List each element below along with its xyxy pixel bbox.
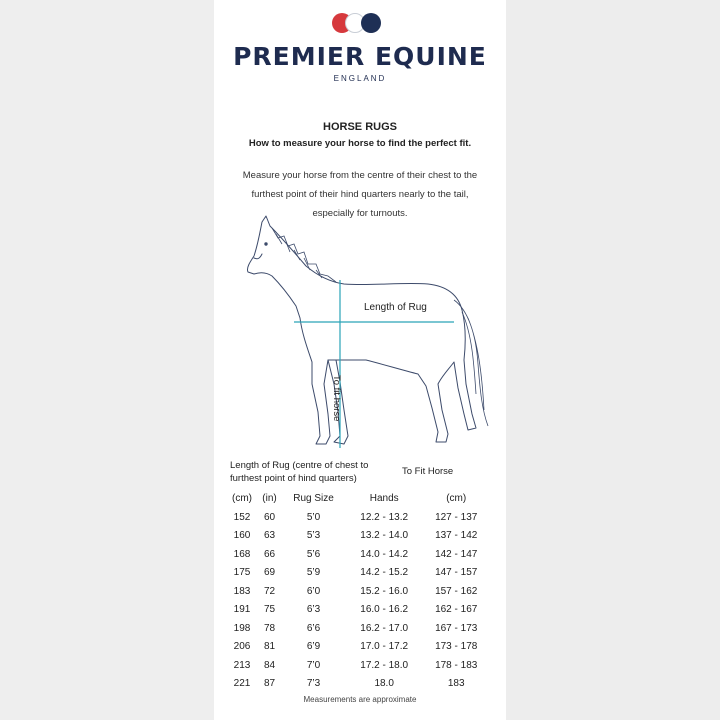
table-cell: 7’3 bbox=[306, 678, 321, 690]
table-row bbox=[226, 619, 490, 638]
table-cell: 167 - 173 bbox=[435, 622, 478, 634]
table-cell: 221 bbox=[233, 678, 251, 690]
table-cell: 17.0 - 17.2 bbox=[360, 641, 409, 653]
table-row bbox=[226, 675, 490, 694]
brand-logo-icon bbox=[332, 13, 392, 35]
column-header: Rug Size bbox=[293, 492, 334, 504]
table-heading-length: Length of Rug (centre of chest to furthest point of hind quarters) bbox=[230, 460, 369, 484]
table-cell: 191 bbox=[233, 604, 251, 616]
table-cell: 15.2 - 16.0 bbox=[360, 585, 409, 597]
column-header: (in) bbox=[262, 492, 277, 504]
table-cell: 6’9 bbox=[306, 641, 321, 653]
table-cell: 17.2 - 18.0 bbox=[360, 659, 409, 671]
table-cell: 173 - 178 bbox=[435, 641, 478, 653]
logo-navy-dot bbox=[361, 13, 381, 33]
table-cell: 206 bbox=[233, 641, 251, 653]
table-cell: 160 bbox=[233, 530, 251, 542]
left-background bbox=[0, 0, 214, 720]
table-cell: 152 bbox=[233, 511, 251, 523]
table-cell: 16.0 - 16.2 bbox=[360, 604, 409, 616]
table-cell: 183 bbox=[233, 585, 251, 597]
table-row bbox=[226, 545, 490, 564]
table-cell: 72 bbox=[263, 585, 276, 597]
table-cell: 14.2 - 15.2 bbox=[360, 567, 409, 579]
length-of-rug-label: Length of Rug bbox=[364, 302, 427, 313]
brand-name: PREMIER EQUINE bbox=[233, 42, 487, 71]
table-row bbox=[226, 582, 490, 601]
table-cell: 75 bbox=[263, 604, 276, 616]
table-heading-fit: To Fit Horse bbox=[402, 466, 454, 477]
table-cell: 157 - 162 bbox=[435, 585, 478, 597]
table-row bbox=[226, 638, 490, 657]
column-header: (cm) bbox=[446, 492, 467, 504]
table-cell: 142 - 147 bbox=[435, 548, 478, 560]
table-row bbox=[226, 601, 490, 620]
table-cell: 127 - 137 bbox=[435, 511, 478, 523]
table-cell: 18.0 bbox=[374, 678, 394, 690]
size-table bbox=[226, 488, 490, 693]
table-cell: 5’0 bbox=[306, 511, 321, 523]
column-header: Hands bbox=[369, 492, 399, 504]
table-header-row bbox=[226, 488, 490, 508]
table-row bbox=[226, 527, 490, 546]
column-header: (cm) bbox=[231, 492, 252, 504]
table-cell: 175 bbox=[233, 567, 251, 579]
table-cell: 5’3 bbox=[306, 530, 321, 542]
table-row bbox=[226, 564, 490, 583]
table-cell: 81 bbox=[263, 641, 276, 653]
right-background bbox=[506, 0, 720, 720]
table-cell: 14.0 - 14.2 bbox=[360, 548, 409, 560]
table-cell: 69 bbox=[263, 567, 276, 579]
table-cell: 12.2 - 13.2 bbox=[360, 511, 409, 523]
table-cell: 162 - 167 bbox=[435, 604, 478, 616]
horse-measurement-diagram bbox=[232, 214, 497, 459]
size-guide-card bbox=[214, 0, 506, 720]
table-cell: 66 bbox=[263, 548, 276, 560]
table-cell: 63 bbox=[263, 530, 276, 542]
table-row bbox=[226, 508, 490, 527]
brand-sub: ENGLAND bbox=[333, 74, 387, 83]
horse-mane-icon bbox=[272, 228, 336, 282]
page-title: HORSE RUGS bbox=[323, 121, 397, 133]
table-cell: 16.2 - 17.0 bbox=[360, 622, 409, 634]
table-cell: 6’3 bbox=[306, 604, 321, 616]
table-cell: 13.2 - 14.0 bbox=[360, 530, 409, 542]
table-cell: 178 - 183 bbox=[435, 659, 478, 671]
page-subtitle: How to measure your horse to find the perfect fit. bbox=[248, 138, 472, 149]
intro-text: Measure your horse from the centre of their chest to the furthest point of their hind quarters nearly to the tail, especially for turnouts. bbox=[242, 170, 478, 219]
horse-outline-icon bbox=[247, 216, 476, 444]
table-cell: 168 bbox=[233, 548, 251, 560]
table-cell: 198 bbox=[233, 622, 251, 634]
table-cell: 6’6 bbox=[306, 622, 321, 634]
table-cell: 87 bbox=[263, 678, 276, 690]
table-cell: 183 bbox=[447, 678, 465, 690]
to-fit-horse-label: To fit horse bbox=[331, 375, 342, 422]
table-cell: 5’6 bbox=[306, 548, 321, 560]
table-cell: 5’9 bbox=[306, 567, 321, 579]
table-row bbox=[226, 656, 490, 675]
footnote: Measurements are approximate bbox=[303, 695, 417, 704]
table-cell: 137 - 142 bbox=[435, 530, 478, 542]
table-cell: 78 bbox=[263, 622, 276, 634]
table-cell: 213 bbox=[233, 659, 251, 671]
table-cell: 60 bbox=[263, 511, 276, 523]
table-cell: 147 - 157 bbox=[435, 567, 478, 579]
table-cell: 7’0 bbox=[306, 659, 321, 671]
table-cell: 6’0 bbox=[306, 585, 321, 597]
table-cell: 84 bbox=[263, 659, 276, 671]
